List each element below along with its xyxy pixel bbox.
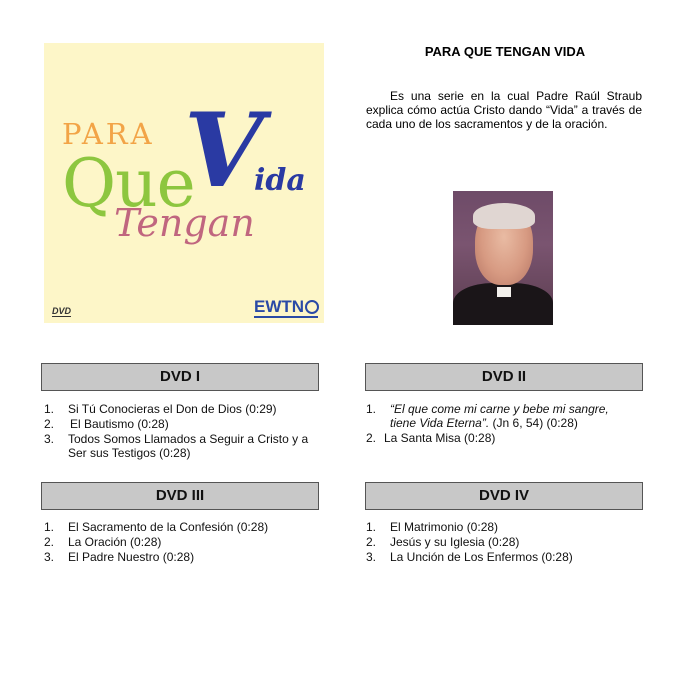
cover-word-ida: ida xyxy=(254,163,306,198)
list-item xyxy=(44,520,320,534)
item-text: Jesús y su Iglesia (0:28) xyxy=(390,535,520,549)
page-title: PARA QUE TENGAN VIDA xyxy=(424,44,586,59)
cover-word-que: Que xyxy=(62,145,195,222)
ewtn-logo-text: EWTN xyxy=(254,297,305,316)
item-number: 2. xyxy=(366,431,377,445)
cover-word-tengan: Tengan xyxy=(114,201,255,245)
item-text: Todos Somos Llamados a Seguir a Cristo y a Ser sus Testigos (0:28) xyxy=(68,432,309,460)
portrait-collar xyxy=(497,287,511,297)
item-text: La Santa Misa (0:28) xyxy=(384,431,496,445)
list-item xyxy=(366,431,634,445)
item-text: El Sacramento de la Confesión (0:28) xyxy=(68,520,269,534)
dvd-4-header: DVD IV xyxy=(365,482,643,510)
item-number: 1. xyxy=(44,402,55,416)
item-number: 3. xyxy=(44,432,55,446)
cover-word-para: PARA xyxy=(62,117,155,151)
dvd-logo: DVD xyxy=(52,306,72,316)
item-number: 1. xyxy=(366,402,377,416)
item-number: 3. xyxy=(366,550,377,564)
item-number: 1. xyxy=(44,520,55,534)
item-text: La Unción de Los Enfermos (0:28) xyxy=(390,550,573,564)
dvd-2-list xyxy=(366,402,634,446)
dvd-4-list xyxy=(366,520,634,565)
portrait-hair xyxy=(473,203,535,229)
item-number: 1. xyxy=(366,520,377,534)
cover-letter-v: V xyxy=(184,91,264,211)
globe-icon xyxy=(305,300,319,314)
dvd-3-list xyxy=(44,520,320,565)
list-item xyxy=(366,535,634,549)
item-quote: “El que come mi carne y bebe mi sangre, tiene Vida Eterna”. xyxy=(390,402,609,430)
dvd-cover xyxy=(44,43,324,323)
item-text: Si Tú Conocieras el Don de Dios (0:29) xyxy=(68,402,277,416)
item-text: El Matrimonio (0:28) xyxy=(390,520,499,534)
list-item xyxy=(44,535,320,549)
list-item xyxy=(366,550,634,564)
item-number: 2. xyxy=(366,535,377,549)
dvd-1-list xyxy=(44,402,320,461)
ewtn-logo xyxy=(254,297,319,317)
list-item xyxy=(44,417,320,431)
list-item xyxy=(366,402,634,430)
item-text: (Jn 6, 54) (0:28) xyxy=(489,416,578,430)
dvd-1-header: DVD I xyxy=(41,363,319,391)
list-item xyxy=(366,520,634,534)
list-item xyxy=(44,432,320,460)
dvd-3-header: DVD III xyxy=(41,482,319,510)
priest-portrait xyxy=(453,191,553,325)
list-item xyxy=(44,402,320,416)
item-number: 3. xyxy=(44,550,55,564)
dvd-2-header: DVD II xyxy=(365,363,643,391)
item-text: La Oración (0:28) xyxy=(68,535,162,549)
series-description: Es una serie en la cual Padre Raúl Straub explica cómo actúa Cristo dando “Vida” a través de cada uno de los sacramentos y de la oración. xyxy=(366,89,642,131)
item-number: 2. xyxy=(44,417,55,431)
item-number: 2. xyxy=(44,535,55,549)
item-text: El Padre Nuestro (0:28) xyxy=(68,550,195,564)
list-item xyxy=(44,550,320,564)
item-text: El Bautismo (0:28) xyxy=(70,417,169,431)
ewtn-underline xyxy=(254,316,318,318)
